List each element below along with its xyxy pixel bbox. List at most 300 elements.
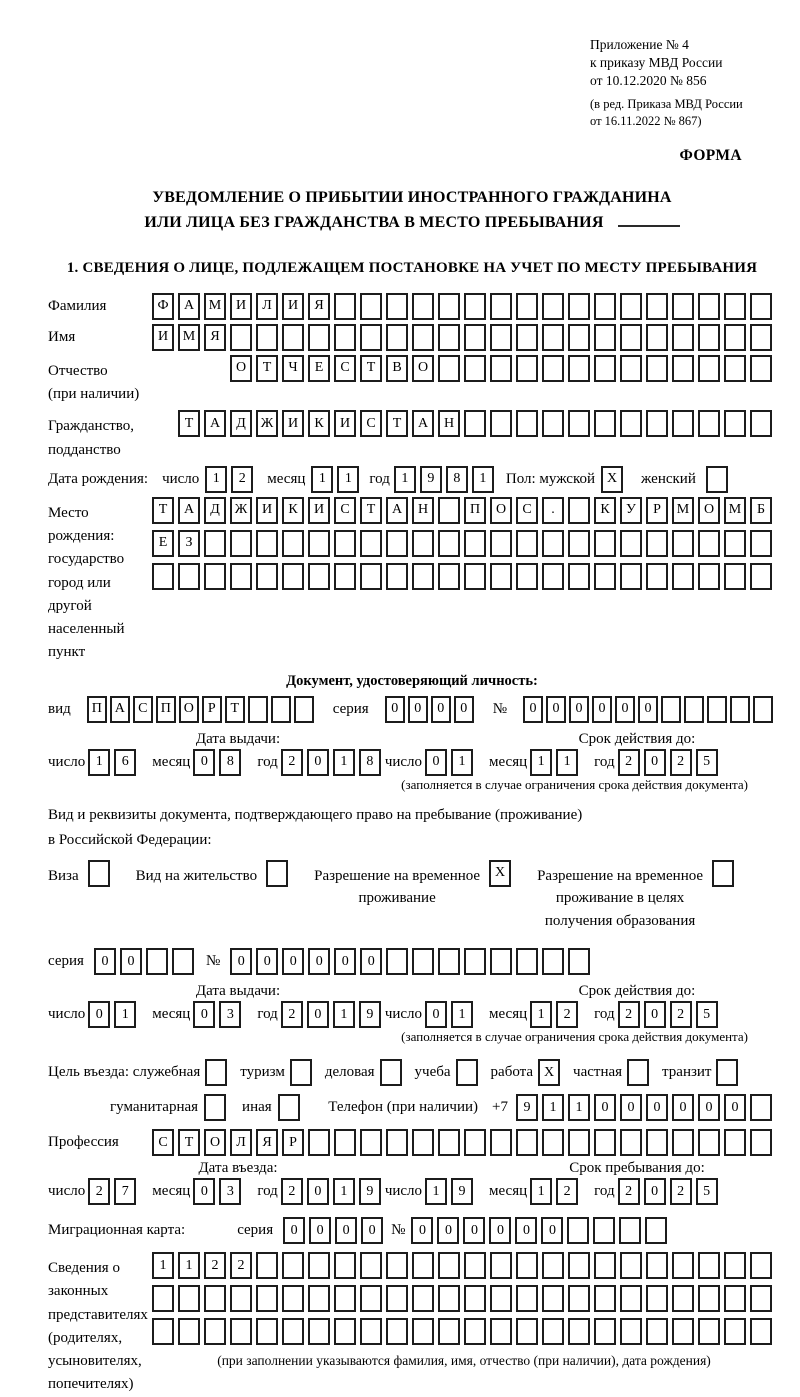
- char-cell[interactable]: [256, 324, 278, 351]
- char-cell[interactable]: 2: [670, 1178, 692, 1205]
- char-cell[interactable]: [646, 410, 668, 437]
- char-cell[interactable]: Т: [225, 696, 245, 723]
- char-cell[interactable]: М: [204, 293, 226, 320]
- checkbox-cell[interactable]: [204, 1094, 226, 1121]
- char-cell[interactable]: [386, 530, 408, 557]
- char-cell[interactable]: [619, 1217, 641, 1244]
- char-cell[interactable]: Ч: [282, 355, 304, 382]
- char-cell[interactable]: [516, 410, 538, 437]
- char-cell[interactable]: 2: [281, 1001, 303, 1028]
- char-cell[interactable]: [360, 324, 382, 351]
- char-cell[interactable]: [698, 1252, 720, 1279]
- char-cell[interactable]: [661, 696, 681, 723]
- char-cell[interactable]: [248, 696, 268, 723]
- char-cell[interactable]: 2: [204, 1252, 226, 1279]
- char-cell[interactable]: [308, 1318, 330, 1345]
- char-cell[interactable]: И: [230, 293, 252, 320]
- char-cell[interactable]: [334, 1129, 356, 1156]
- char-cell[interactable]: 2: [231, 466, 253, 493]
- char-cell[interactable]: Ф: [152, 293, 174, 320]
- char-cell[interactable]: [438, 1252, 460, 1279]
- char-cell[interactable]: 3: [219, 1001, 241, 1028]
- char-cell[interactable]: 1: [530, 749, 552, 776]
- char-cell[interactable]: 0: [120, 948, 142, 975]
- char-cell[interactable]: Т: [386, 410, 408, 437]
- char-cell[interactable]: 9: [420, 466, 442, 493]
- char-cell[interactable]: 3: [219, 1178, 241, 1205]
- char-cell[interactable]: [684, 696, 704, 723]
- char-cell[interactable]: 0: [644, 1178, 666, 1205]
- char-cell[interactable]: 9: [516, 1094, 538, 1121]
- char-cell[interactable]: 0: [408, 696, 428, 723]
- char-cell[interactable]: [294, 696, 314, 723]
- checkbox-cell[interactable]: [205, 1059, 227, 1086]
- char-cell[interactable]: [698, 530, 720, 557]
- char-cell[interactable]: [308, 1285, 330, 1312]
- char-cell[interactable]: [412, 293, 434, 320]
- char-cell[interactable]: [256, 1252, 278, 1279]
- char-cell[interactable]: [490, 530, 512, 557]
- checkbox-cell[interactable]: [266, 860, 288, 887]
- char-cell[interactable]: [672, 1129, 694, 1156]
- char-cell[interactable]: 0: [283, 1217, 305, 1244]
- char-cell[interactable]: [568, 293, 590, 320]
- char-cell[interactable]: [516, 355, 538, 382]
- char-cell[interactable]: 2: [618, 1178, 640, 1205]
- char-cell[interactable]: 0: [385, 696, 405, 723]
- char-cell[interactable]: Я: [308, 293, 330, 320]
- char-cell[interactable]: 0: [334, 948, 356, 975]
- char-cell[interactable]: [750, 1318, 772, 1345]
- checkbox-cell[interactable]: [706, 466, 728, 493]
- char-cell[interactable]: 0: [644, 749, 666, 776]
- char-cell[interactable]: [542, 410, 564, 437]
- char-cell[interactable]: Я: [204, 324, 226, 351]
- char-cell[interactable]: [464, 948, 486, 975]
- char-cell[interactable]: П: [156, 696, 176, 723]
- char-cell[interactable]: 0: [454, 696, 474, 723]
- char-cell[interactable]: [750, 1129, 772, 1156]
- char-cell[interactable]: 2: [556, 1001, 578, 1028]
- char-cell[interactable]: [620, 293, 642, 320]
- char-cell[interactable]: 2: [88, 1178, 110, 1205]
- char-cell[interactable]: [204, 563, 226, 590]
- char-cell[interactable]: [516, 563, 538, 590]
- char-cell[interactable]: [230, 563, 252, 590]
- char-cell[interactable]: [645, 1217, 667, 1244]
- char-cell[interactable]: [594, 324, 616, 351]
- char-cell[interactable]: 9: [451, 1178, 473, 1205]
- char-cell[interactable]: И: [256, 497, 278, 524]
- char-cell[interactable]: 0: [698, 1094, 720, 1121]
- char-cell[interactable]: 1: [542, 1094, 564, 1121]
- char-cell[interactable]: [360, 1318, 382, 1345]
- char-cell[interactable]: [594, 1318, 616, 1345]
- char-cell[interactable]: [490, 1252, 512, 1279]
- char-cell[interactable]: 0: [193, 749, 215, 776]
- char-cell[interactable]: [594, 293, 616, 320]
- char-cell[interactable]: [724, 293, 746, 320]
- char-cell[interactable]: [412, 563, 434, 590]
- char-cell[interactable]: [646, 1318, 668, 1345]
- char-cell[interactable]: [308, 563, 330, 590]
- checkbox-cell[interactable]: [712, 860, 734, 887]
- char-cell[interactable]: 1: [337, 466, 359, 493]
- char-cell[interactable]: С: [334, 497, 356, 524]
- char-cell[interactable]: С: [334, 355, 356, 382]
- char-cell[interactable]: [672, 1285, 694, 1312]
- char-cell[interactable]: А: [110, 696, 130, 723]
- char-cell[interactable]: [594, 1129, 616, 1156]
- char-cell[interactable]: [334, 293, 356, 320]
- char-cell[interactable]: [360, 1285, 382, 1312]
- char-cell[interactable]: [646, 563, 668, 590]
- char-cell[interactable]: 9: [359, 1001, 381, 1028]
- char-cell[interactable]: [724, 1129, 746, 1156]
- char-cell[interactable]: 0: [360, 948, 382, 975]
- char-cell[interactable]: [490, 293, 512, 320]
- char-cell[interactable]: [386, 1252, 408, 1279]
- char-cell[interactable]: 1: [333, 1001, 355, 1028]
- char-cell[interactable]: 0: [307, 1178, 329, 1205]
- char-cell[interactable]: [308, 1252, 330, 1279]
- char-cell[interactable]: [594, 563, 616, 590]
- char-cell[interactable]: [724, 1318, 746, 1345]
- char-cell[interactable]: [152, 1285, 174, 1312]
- char-cell[interactable]: 0: [463, 1217, 485, 1244]
- char-cell[interactable]: [438, 293, 460, 320]
- char-cell[interactable]: [672, 1318, 694, 1345]
- char-cell[interactable]: [464, 410, 486, 437]
- char-cell[interactable]: [438, 1129, 460, 1156]
- char-cell[interactable]: [567, 1217, 589, 1244]
- char-cell[interactable]: [750, 293, 772, 320]
- char-cell[interactable]: [672, 563, 694, 590]
- char-cell[interactable]: 0: [88, 1001, 110, 1028]
- char-cell[interactable]: 1: [333, 749, 355, 776]
- char-cell[interactable]: И: [282, 293, 304, 320]
- char-cell[interactable]: [620, 324, 642, 351]
- char-cell[interactable]: [568, 324, 590, 351]
- char-cell[interactable]: 0: [644, 1001, 666, 1028]
- char-cell[interactable]: [256, 1285, 278, 1312]
- char-cell[interactable]: 1: [394, 466, 416, 493]
- char-cell[interactable]: [594, 410, 616, 437]
- char-cell[interactable]: [568, 355, 590, 382]
- char-cell[interactable]: [360, 1252, 382, 1279]
- char-cell[interactable]: [490, 563, 512, 590]
- char-cell[interactable]: [753, 696, 773, 723]
- char-cell[interactable]: 1: [88, 749, 110, 776]
- char-cell[interactable]: П: [87, 696, 107, 723]
- char-cell[interactable]: [707, 696, 727, 723]
- char-cell[interactable]: [178, 563, 200, 590]
- char-cell[interactable]: 0: [615, 696, 635, 723]
- char-cell[interactable]: Ж: [256, 410, 278, 437]
- char-cell[interactable]: [542, 530, 564, 557]
- char-cell[interactable]: [750, 563, 772, 590]
- char-cell[interactable]: [490, 355, 512, 382]
- char-cell[interactable]: Е: [308, 355, 330, 382]
- char-cell[interactable]: [282, 1318, 304, 1345]
- char-cell[interactable]: [750, 355, 772, 382]
- char-cell[interactable]: 2: [556, 1178, 578, 1205]
- char-cell[interactable]: [646, 324, 668, 351]
- char-cell[interactable]: [620, 410, 642, 437]
- char-cell[interactable]: 0: [256, 948, 278, 975]
- char-cell[interactable]: [646, 1129, 668, 1156]
- char-cell[interactable]: [542, 293, 564, 320]
- char-cell[interactable]: 0: [307, 1001, 329, 1028]
- char-cell[interactable]: [672, 293, 694, 320]
- char-cell[interactable]: [360, 563, 382, 590]
- char-cell[interactable]: [334, 1318, 356, 1345]
- char-cell[interactable]: [672, 410, 694, 437]
- char-cell[interactable]: [464, 324, 486, 351]
- char-cell[interactable]: [386, 563, 408, 590]
- char-cell[interactable]: А: [204, 410, 226, 437]
- char-cell[interactable]: Я: [256, 1129, 278, 1156]
- char-cell[interactable]: 0: [230, 948, 252, 975]
- char-cell[interactable]: С: [152, 1129, 174, 1156]
- char-cell[interactable]: [334, 1252, 356, 1279]
- char-cell[interactable]: 0: [335, 1217, 357, 1244]
- char-cell[interactable]: [516, 530, 538, 557]
- checkbox-cell[interactable]: [716, 1059, 738, 1086]
- char-cell[interactable]: [464, 563, 486, 590]
- char-cell[interactable]: 0: [431, 696, 451, 723]
- char-cell[interactable]: Л: [256, 293, 278, 320]
- char-cell[interactable]: [412, 1129, 434, 1156]
- char-cell[interactable]: [334, 530, 356, 557]
- char-cell[interactable]: 2: [618, 1001, 640, 1028]
- char-cell[interactable]: [542, 1252, 564, 1279]
- char-cell[interactable]: О: [204, 1129, 226, 1156]
- char-cell[interactable]: [516, 1252, 538, 1279]
- char-cell[interactable]: [360, 530, 382, 557]
- char-cell[interactable]: О: [179, 696, 199, 723]
- char-cell[interactable]: [620, 1252, 642, 1279]
- char-cell[interactable]: [490, 948, 512, 975]
- char-cell[interactable]: [568, 1129, 590, 1156]
- char-cell[interactable]: С: [516, 497, 538, 524]
- char-cell[interactable]: 1: [205, 466, 227, 493]
- char-cell[interactable]: [568, 410, 590, 437]
- char-cell[interactable]: [490, 324, 512, 351]
- char-cell[interactable]: Р: [202, 696, 222, 723]
- char-cell[interactable]: [412, 1285, 434, 1312]
- char-cell[interactable]: Б: [750, 497, 772, 524]
- char-cell[interactable]: Н: [412, 497, 434, 524]
- char-cell[interactable]: [542, 1318, 564, 1345]
- char-cell[interactable]: [204, 1318, 226, 1345]
- char-cell[interactable]: 7: [114, 1178, 136, 1205]
- char-cell[interactable]: Р: [282, 1129, 304, 1156]
- char-cell[interactable]: [750, 1285, 772, 1312]
- char-cell[interactable]: К: [594, 497, 616, 524]
- char-cell[interactable]: В: [386, 355, 408, 382]
- char-cell[interactable]: [334, 563, 356, 590]
- char-cell[interactable]: [698, 355, 720, 382]
- char-cell[interactable]: 0: [309, 1217, 331, 1244]
- char-cell[interactable]: [256, 530, 278, 557]
- char-cell[interactable]: [464, 293, 486, 320]
- char-cell[interactable]: 0: [489, 1217, 511, 1244]
- char-cell[interactable]: [750, 410, 772, 437]
- char-cell[interactable]: Т: [256, 355, 278, 382]
- char-cell[interactable]: С: [360, 410, 382, 437]
- char-cell[interactable]: [230, 1285, 252, 1312]
- char-cell[interactable]: [271, 696, 291, 723]
- char-cell[interactable]: А: [412, 410, 434, 437]
- char-cell[interactable]: [672, 530, 694, 557]
- char-cell[interactable]: Т: [152, 497, 174, 524]
- char-cell[interactable]: Л: [230, 1129, 252, 1156]
- char-cell[interactable]: 0: [646, 1094, 668, 1121]
- char-cell[interactable]: [516, 1318, 538, 1345]
- char-cell[interactable]: [464, 1285, 486, 1312]
- char-cell[interactable]: 0: [425, 1001, 447, 1028]
- char-cell[interactable]: 0: [638, 696, 658, 723]
- char-cell[interactable]: [672, 355, 694, 382]
- char-cell[interactable]: [730, 696, 750, 723]
- char-cell[interactable]: 1: [425, 1178, 447, 1205]
- char-cell[interactable]: 1: [472, 466, 494, 493]
- char-cell[interactable]: [464, 530, 486, 557]
- char-cell[interactable]: [204, 1285, 226, 1312]
- char-cell[interactable]: [256, 1318, 278, 1345]
- char-cell[interactable]: 0: [672, 1094, 694, 1121]
- char-cell[interactable]: 0: [541, 1217, 563, 1244]
- char-cell[interactable]: [568, 1318, 590, 1345]
- char-cell[interactable]: О: [230, 355, 252, 382]
- char-cell[interactable]: [542, 948, 564, 975]
- char-cell[interactable]: [698, 1318, 720, 1345]
- char-cell[interactable]: 2: [618, 749, 640, 776]
- char-cell[interactable]: 1: [333, 1178, 355, 1205]
- char-cell[interactable]: М: [178, 324, 200, 351]
- char-cell[interactable]: 5: [696, 1178, 718, 1205]
- char-cell[interactable]: [542, 1129, 564, 1156]
- char-cell[interactable]: [646, 293, 668, 320]
- char-cell[interactable]: 9: [359, 1178, 381, 1205]
- char-cell[interactable]: [750, 324, 772, 351]
- checkbox-cell[interactable]: [380, 1059, 402, 1086]
- checkbox-cell[interactable]: X: [601, 466, 623, 493]
- char-cell[interactable]: 5: [696, 749, 718, 776]
- char-cell[interactable]: [750, 1094, 772, 1121]
- char-cell[interactable]: [178, 1285, 200, 1312]
- char-cell[interactable]: 0: [569, 696, 589, 723]
- char-cell[interactable]: [282, 1285, 304, 1312]
- char-cell[interactable]: [698, 1129, 720, 1156]
- char-cell[interactable]: [698, 1285, 720, 1312]
- checkbox-cell[interactable]: [278, 1094, 300, 1121]
- char-cell[interactable]: И: [334, 410, 356, 437]
- char-cell[interactable]: [542, 563, 564, 590]
- checkbox-cell[interactable]: [456, 1059, 478, 1086]
- char-cell[interactable]: [698, 324, 720, 351]
- char-cell[interactable]: Р: [646, 497, 668, 524]
- char-cell[interactable]: О: [490, 497, 512, 524]
- char-cell[interactable]: З: [178, 530, 200, 557]
- char-cell[interactable]: 0: [620, 1094, 642, 1121]
- char-cell[interactable]: [724, 1285, 746, 1312]
- char-cell[interactable]: [568, 1252, 590, 1279]
- char-cell[interactable]: М: [724, 497, 746, 524]
- char-cell[interactable]: Т: [178, 410, 200, 437]
- char-cell[interactable]: [542, 355, 564, 382]
- char-cell[interactable]: 0: [594, 1094, 616, 1121]
- char-cell[interactable]: [516, 948, 538, 975]
- char-cell[interactable]: Д: [204, 497, 226, 524]
- char-cell[interactable]: [282, 530, 304, 557]
- char-cell[interactable]: [464, 355, 486, 382]
- char-cell[interactable]: .: [542, 497, 564, 524]
- char-cell[interactable]: 0: [592, 696, 612, 723]
- char-cell[interactable]: [698, 410, 720, 437]
- char-cell[interactable]: [146, 948, 168, 975]
- char-cell[interactable]: [412, 1252, 434, 1279]
- char-cell[interactable]: [490, 410, 512, 437]
- char-cell[interactable]: 2: [230, 1252, 252, 1279]
- checkbox-cell[interactable]: X: [538, 1059, 560, 1086]
- char-cell[interactable]: [620, 1129, 642, 1156]
- char-cell[interactable]: [438, 355, 460, 382]
- char-cell[interactable]: И: [282, 410, 304, 437]
- char-cell[interactable]: [490, 1318, 512, 1345]
- char-cell[interactable]: 1: [530, 1178, 552, 1205]
- char-cell[interactable]: 1: [114, 1001, 136, 1028]
- char-cell[interactable]: [568, 948, 590, 975]
- char-cell[interactable]: У: [620, 497, 642, 524]
- char-cell[interactable]: 0: [308, 948, 330, 975]
- char-cell[interactable]: И: [152, 324, 174, 351]
- char-cell[interactable]: 1: [568, 1094, 590, 1121]
- char-cell[interactable]: [230, 1318, 252, 1345]
- char-cell[interactable]: [282, 1252, 304, 1279]
- char-cell[interactable]: [646, 530, 668, 557]
- char-cell[interactable]: [620, 1318, 642, 1345]
- char-cell[interactable]: 2: [670, 1001, 692, 1028]
- char-cell[interactable]: 1: [530, 1001, 552, 1028]
- char-cell[interactable]: 8: [359, 749, 381, 776]
- char-cell[interactable]: К: [308, 410, 330, 437]
- char-cell[interactable]: [490, 1129, 512, 1156]
- checkbox-cell[interactable]: [290, 1059, 312, 1086]
- char-cell[interactable]: [386, 948, 408, 975]
- char-cell[interactable]: Т: [360, 355, 382, 382]
- char-cell[interactable]: [412, 948, 434, 975]
- char-cell[interactable]: [438, 1285, 460, 1312]
- char-cell[interactable]: [568, 563, 590, 590]
- char-cell[interactable]: [516, 293, 538, 320]
- char-cell[interactable]: [334, 324, 356, 351]
- char-cell[interactable]: [230, 530, 252, 557]
- char-cell[interactable]: [593, 1217, 615, 1244]
- char-cell[interactable]: 0: [523, 696, 543, 723]
- char-cell[interactable]: 1: [178, 1252, 200, 1279]
- char-cell[interactable]: К: [282, 497, 304, 524]
- char-cell[interactable]: Ж: [230, 497, 252, 524]
- char-cell[interactable]: [152, 563, 174, 590]
- char-cell[interactable]: Т: [178, 1129, 200, 1156]
- char-cell[interactable]: А: [178, 497, 200, 524]
- char-cell[interactable]: 8: [446, 466, 468, 493]
- char-cell[interactable]: А: [178, 293, 200, 320]
- char-cell[interactable]: 0: [724, 1094, 746, 1121]
- char-cell[interactable]: [172, 948, 194, 975]
